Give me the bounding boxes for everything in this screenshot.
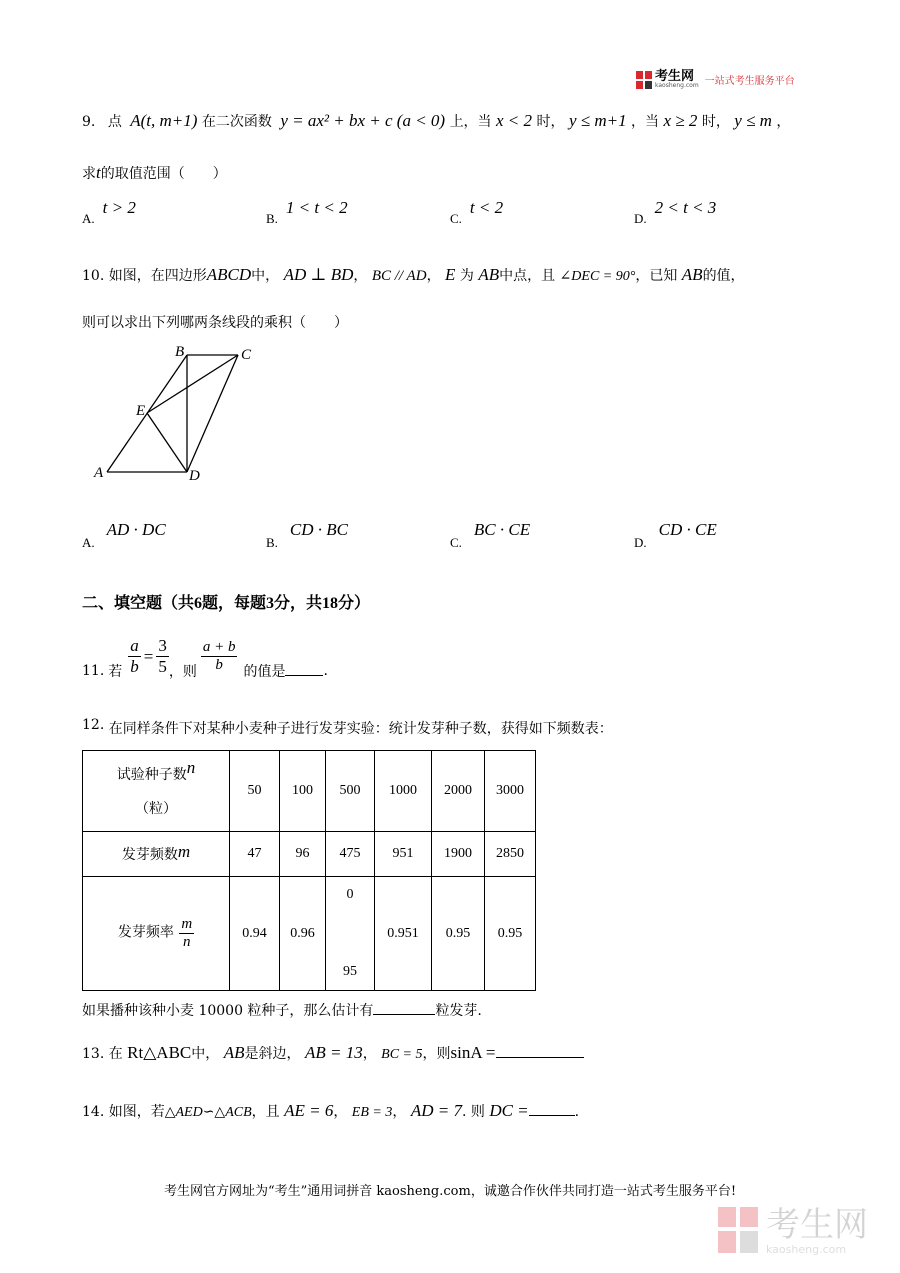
q9-line2-var: t bbox=[96, 163, 101, 182]
table-row bbox=[83, 877, 536, 991]
question-9-line1 bbox=[82, 108, 790, 135]
kaosheng-logo-icon bbox=[636, 71, 652, 89]
label-e: E bbox=[136, 403, 146, 419]
q11-equals: = bbox=[143, 646, 154, 666]
q9-option-b-letter: B. bbox=[266, 211, 278, 226]
q9-line2-post: 的取值范围（ ） bbox=[100, 166, 227, 182]
q11-f1-num: a bbox=[130, 636, 139, 655]
q9-option-b-expr: 1 < t < 2 bbox=[285, 198, 348, 217]
row3-frac-num: m bbox=[181, 916, 193, 932]
seg-cd bbox=[187, 355, 238, 472]
watermark-sub: kaosheng.com bbox=[766, 1242, 847, 1256]
row3-label-cell bbox=[83, 877, 230, 991]
q9-option-b[interactable] bbox=[266, 198, 348, 226]
table-cell: 0.951 bbox=[375, 877, 432, 991]
q14-ask: DC = bbox=[489, 1101, 529, 1120]
q13-pre: 在 bbox=[108, 1046, 123, 1062]
watermark-logo bbox=[718, 1204, 868, 1256]
q11-answer-blank[interactable] bbox=[285, 661, 323, 676]
q11-f3-den: b bbox=[215, 657, 223, 673]
q14-sep1: ， bbox=[333, 1104, 348, 1120]
page-footer: 考生网官方网址为“考生”通用词拼音 kaosheng.com，诚邀合作伙伴共同打造一站式考生服务平台! bbox=[163, 1184, 737, 1199]
q10-text6: 的值， bbox=[702, 268, 745, 284]
label-b: B bbox=[175, 344, 185, 360]
watermark-logo-icon bbox=[718, 1207, 760, 1255]
q13-triangle: Rt△ABC bbox=[127, 1043, 192, 1062]
seg-ed bbox=[147, 413, 187, 472]
q9-shi1: 时， bbox=[536, 114, 565, 130]
table-cell: 1900 bbox=[432, 832, 485, 877]
table-row bbox=[83, 751, 536, 832]
section2-title-b: 题，每题 bbox=[202, 593, 267, 612]
q11-fraction-ab-b bbox=[201, 639, 238, 674]
q10-cond3: E bbox=[445, 265, 456, 284]
q10-cond6: AB bbox=[681, 265, 703, 284]
q14-sep2: ， bbox=[392, 1104, 407, 1120]
q9-option-d-expr: 2 < t < 3 bbox=[654, 198, 717, 217]
table-cell: 3000 bbox=[485, 751, 536, 832]
q12-text: 在同样条件下对某种小麦种子进行发芽实验：统计发芽种子数，获得如下频数表： bbox=[108, 721, 613, 737]
q11-f3-num: a + b bbox=[202, 639, 236, 655]
logo-text: 考生网 bbox=[655, 69, 695, 84]
q14-pre: 如图，若 bbox=[108, 1104, 165, 1120]
q10-line2: 则可以求出下列哪两条线段的乘积（ ） bbox=[82, 315, 348, 331]
row1-var: n bbox=[186, 758, 196, 777]
q9-option-d[interactable] bbox=[634, 198, 717, 226]
table-cell: 951 bbox=[375, 832, 432, 877]
q10-option-b-letter: B. bbox=[266, 535, 278, 550]
q10-cond4: AB bbox=[478, 265, 500, 284]
q13-ask: sinA = bbox=[450, 1043, 496, 1062]
watermark-text: 考生网 bbox=[766, 1204, 868, 1245]
q12-number: 12. bbox=[82, 717, 105, 733]
q9-text-dang: 上，当 bbox=[449, 114, 492, 130]
section-2-title bbox=[82, 590, 370, 613]
q9-function: y = ax² + bx + c (a < 0) bbox=[280, 111, 446, 130]
section2-n1: 6 bbox=[194, 595, 203, 612]
q10-text4: 中点，且 bbox=[499, 268, 556, 284]
row1-label: 试验种子数 bbox=[116, 767, 187, 783]
q10-text2: 中， bbox=[251, 268, 280, 284]
q9-res1: y ≤ m+1 bbox=[568, 111, 627, 130]
q14-mid2: . 则 bbox=[461, 1104, 485, 1120]
q10-option-d[interactable] bbox=[634, 520, 717, 550]
table-cell: 2000 bbox=[432, 751, 485, 832]
q14-cond1: AE = 6 bbox=[284, 1101, 334, 1120]
q9-shi2: 时， bbox=[701, 114, 730, 130]
q11-mid: ，则 bbox=[168, 663, 197, 680]
table-cell: 0.95 bbox=[485, 877, 536, 991]
table-row bbox=[83, 832, 536, 877]
question-9-line2 bbox=[82, 160, 227, 187]
q9-option-c[interactable] bbox=[450, 198, 504, 226]
q13-mid2: 是斜边， bbox=[244, 1046, 301, 1062]
question-11 bbox=[82, 636, 328, 680]
section2-title-d: 分） bbox=[338, 593, 371, 612]
q10-text5: ，已知 bbox=[635, 268, 678, 284]
row3-split-top: 0 bbox=[346, 887, 354, 902]
table-cell: 500 bbox=[326, 751, 375, 832]
table-cell: 47 bbox=[230, 832, 280, 877]
question-10-line1 bbox=[82, 262, 745, 290]
q10-option-a-expr: AD · DC bbox=[106, 520, 166, 539]
q9-end: ， bbox=[776, 114, 791, 130]
row2-label-cell bbox=[83, 832, 230, 877]
q10-text3: 为 bbox=[459, 268, 474, 284]
q14-number: 14. bbox=[82, 1104, 105, 1120]
q10-option-c-expr: BC · CE bbox=[473, 520, 531, 539]
q9-option-c-letter: C. bbox=[450, 211, 462, 226]
table-cell-split bbox=[326, 877, 375, 991]
table-cell: 0.94 bbox=[230, 877, 280, 991]
table-cell: 50 bbox=[230, 751, 280, 832]
q13-mid1: 中， bbox=[191, 1046, 220, 1062]
q14-end: . bbox=[574, 1104, 580, 1120]
row1-label-cell bbox=[83, 751, 230, 832]
q13-number: 13. bbox=[82, 1046, 105, 1062]
q9-cond1: x < 2 bbox=[496, 111, 533, 130]
row3-frac-den: n bbox=[183, 934, 191, 950]
q11-fraction-3-5 bbox=[156, 636, 169, 677]
q9-option-a-expr: t > 2 bbox=[102, 198, 136, 217]
q11-fraction-a-b bbox=[128, 636, 141, 677]
q12-after-post: 粒发芽. bbox=[435, 1003, 482, 1019]
section2-n2: 3 bbox=[266, 595, 275, 612]
table-cell: 0.96 bbox=[280, 877, 326, 991]
row2-var: m bbox=[177, 842, 191, 861]
q12-answer-blank[interactable] bbox=[373, 1000, 435, 1015]
question-12 bbox=[82, 718, 613, 738]
q10-number: 10. bbox=[82, 268, 105, 284]
label-d: D bbox=[189, 468, 200, 484]
q14-answer-blank[interactable] bbox=[529, 1101, 575, 1116]
q11-f2-num: 3 bbox=[158, 636, 167, 655]
q10-option-c[interactable] bbox=[450, 520, 531, 550]
q11-end: . bbox=[323, 662, 328, 679]
section2-title-c: 分，共 bbox=[274, 593, 323, 612]
label-a: A bbox=[94, 465, 104, 481]
q14-cond3: AD = 7 bbox=[410, 1101, 462, 1120]
question-14 bbox=[82, 1098, 579, 1126]
header-logo bbox=[636, 70, 795, 89]
q10-cond1: AD ⊥ BD bbox=[283, 265, 354, 284]
question-10-line2 bbox=[82, 310, 348, 336]
q9-mid: 在二次函数 bbox=[201, 114, 272, 130]
table-cell: 0.95 bbox=[432, 877, 485, 991]
q14-similar: △AED∽△ACB bbox=[164, 1105, 252, 1120]
q13-answer-blank[interactable] bbox=[496, 1043, 584, 1058]
q10-cond2: BC // AD bbox=[371, 268, 427, 284]
q9-line2-pre: 求 bbox=[82, 166, 96, 182]
table-cell: 96 bbox=[280, 832, 326, 877]
q10-quad: ABCD bbox=[206, 265, 252, 284]
header-slogan: 一站式考生服务平台 bbox=[704, 76, 795, 87]
q13-sep: ， bbox=[362, 1046, 377, 1062]
row3-fraction bbox=[179, 916, 194, 951]
q9-option-d-letter: D. bbox=[634, 211, 647, 226]
section2-title-a: 二、填空题（共 bbox=[82, 593, 195, 612]
frequency-table bbox=[82, 750, 536, 991]
q9-option-c-expr: t < 2 bbox=[469, 198, 504, 217]
q10-sep1: ， bbox=[353, 268, 368, 284]
q10-option-b-expr: CD · BC bbox=[289, 520, 349, 539]
q9-cond2: x ≥ 2 bbox=[663, 111, 698, 130]
row3-split-bottom: 95 bbox=[343, 964, 357, 979]
q11-post: 的值是 bbox=[243, 663, 286, 680]
label-c: C bbox=[241, 347, 252, 363]
q10-figure bbox=[90, 340, 270, 490]
q9-point: A(t, m+1) bbox=[130, 111, 198, 130]
table-cell: 475 bbox=[326, 832, 375, 877]
row3-label: 发芽频率 bbox=[117, 924, 174, 941]
q9-option-a[interactable] bbox=[82, 198, 136, 226]
row1-unit: （粒） bbox=[135, 801, 177, 817]
q13-cond1: AB = 13 bbox=[304, 1043, 363, 1062]
q10-option-c-letter: C. bbox=[450, 535, 462, 550]
q13-ab: AB bbox=[223, 1043, 245, 1062]
section2-n3: 18 bbox=[322, 595, 339, 612]
q9-number: 9. bbox=[82, 114, 96, 130]
logo-sub: kaosheng.com bbox=[655, 82, 699, 89]
table-cell: 2850 bbox=[485, 832, 536, 877]
q12-after-pre: 如果播种该种小麦 10000 粒种子，那么估计有 bbox=[82, 1003, 374, 1019]
q11-f1-den: b bbox=[130, 657, 139, 676]
table-cell: 100 bbox=[280, 751, 326, 832]
q10-option-a-letter: A. bbox=[82, 535, 95, 550]
row2-label: 发芽频数 bbox=[121, 847, 178, 863]
q10-option-b[interactable] bbox=[266, 520, 349, 550]
q14-mid1: ，且 bbox=[251, 1104, 280, 1120]
q10-text1: 如图，在四边形 bbox=[108, 268, 207, 284]
q9-pre: 点 bbox=[107, 114, 122, 130]
q13-cond2: BC = 5 bbox=[381, 1047, 423, 1062]
q9-option-a-letter: A. bbox=[82, 211, 95, 226]
q11-f2-den: 5 bbox=[158, 657, 167, 676]
q9-text-dang2: ，当 bbox=[631, 114, 660, 130]
table-cell: 1000 bbox=[375, 751, 432, 832]
q11-number: 11. bbox=[82, 662, 105, 679]
q13-mid3: ，则 bbox=[422, 1046, 451, 1062]
q10-sep2: ， bbox=[426, 268, 441, 284]
q10-option-d-expr: CD · CE bbox=[658, 520, 717, 539]
q10-option-a[interactable] bbox=[82, 520, 166, 550]
q12-after bbox=[82, 1000, 482, 1020]
q11-pre: 若 bbox=[108, 663, 123, 680]
q14-cond2: EB = 3 bbox=[351, 1105, 393, 1120]
q10-cond5: ∠DEC = 90° bbox=[559, 269, 636, 284]
question-13 bbox=[82, 1040, 584, 1068]
seg-ec bbox=[147, 355, 238, 413]
q9-res2: y ≤ m bbox=[734, 111, 772, 130]
q10-option-d-letter: D. bbox=[634, 535, 647, 550]
